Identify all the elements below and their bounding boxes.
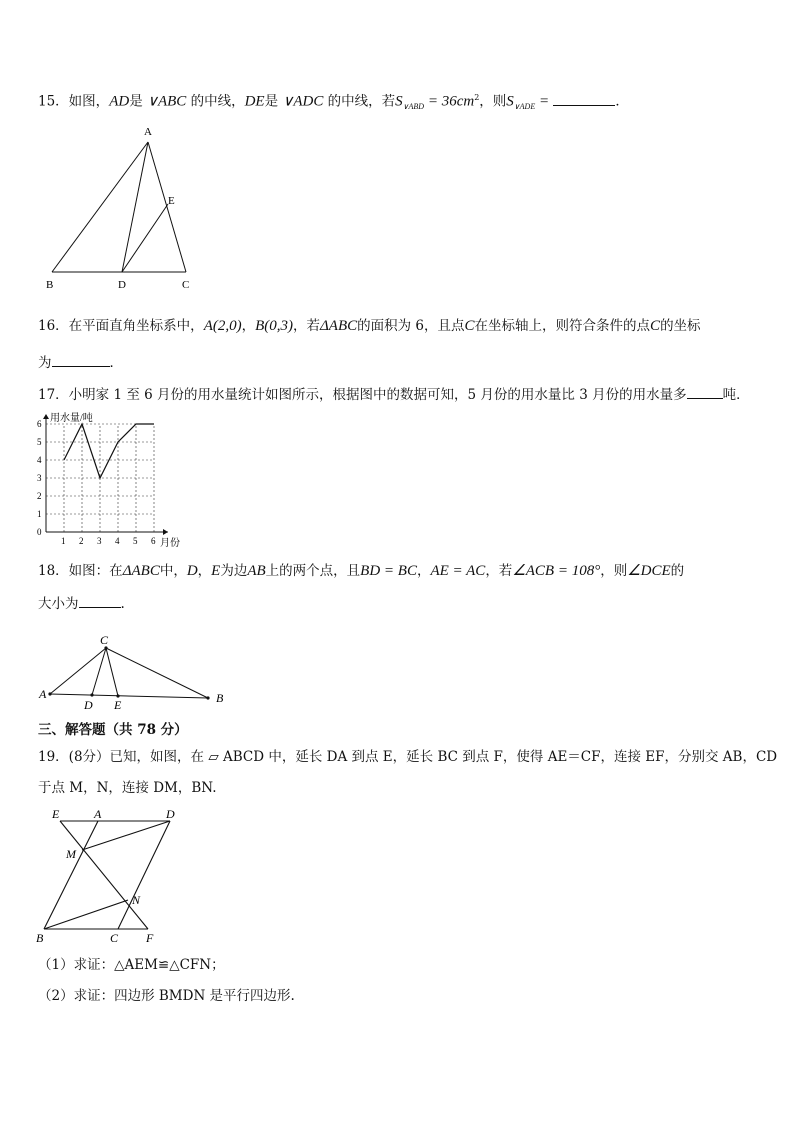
q18-text: ， bbox=[416, 563, 431, 579]
chart-y-tick-label: 0 bbox=[37, 527, 42, 537]
q17-answer-blank[interactable] bbox=[687, 384, 723, 399]
q16-text: 在坐标轴上，则符合条件的点 bbox=[474, 318, 651, 334]
q19-label-m: M bbox=[66, 847, 76, 861]
q18-segment-ce bbox=[106, 648, 118, 696]
q19-label-d: D bbox=[166, 807, 175, 821]
q19-part1: （1）求证：△AEM≌△CFN； bbox=[38, 957, 225, 973]
chart-y-tick-label: 5 bbox=[37, 437, 42, 447]
q19-label-f: F bbox=[146, 931, 154, 945]
q18-text: ，若 bbox=[485, 563, 513, 579]
q15-abc: ∨ABC bbox=[146, 93, 187, 110]
q15-end: ． bbox=[615, 93, 629, 110]
chart-x-tick-label: 2 bbox=[79, 536, 84, 546]
q16-text: ， bbox=[241, 318, 256, 334]
q15-number: 15．如图， bbox=[38, 93, 110, 110]
q19-segment-dm bbox=[82, 821, 170, 850]
q15-side-ac bbox=[148, 142, 186, 272]
q17-end: 吨． bbox=[722, 387, 750, 403]
q18-end: . bbox=[120, 596, 125, 612]
chart-ticks bbox=[37, 419, 156, 546]
section-heading: 三、解答题（共 78 分） bbox=[38, 722, 188, 738]
q18-triangle: ΔABC bbox=[122, 563, 160, 579]
q18-label-b: B bbox=[216, 691, 224, 705]
q15-triangle-figure bbox=[40, 122, 200, 294]
q15-side-ab bbox=[52, 142, 148, 272]
q16-line2 bbox=[38, 352, 123, 373]
q15-answer-blank[interactable] bbox=[553, 91, 615, 106]
q19-line2: 于点 M，N，连接 DM，BN. bbox=[38, 780, 217, 796]
q16-end: ． bbox=[109, 355, 123, 371]
q16-point-a: A(2,0) bbox=[203, 318, 242, 334]
q18-label-d: D bbox=[84, 698, 93, 712]
chart-y-tick-label: 2 bbox=[37, 491, 42, 501]
q17-text: 17．小明家 1 至 6 月份的用水量统计如图所示，根据图中的数据可知，5 月份的用水量比 3 月份的用水量多 bbox=[38, 387, 687, 403]
chart-x-axis-label: 月份 bbox=[160, 538, 180, 549]
q16-text: 的面积为 6，且点 bbox=[357, 318, 465, 334]
q16-c: C bbox=[464, 318, 475, 334]
q15-label-d: D bbox=[118, 279, 126, 291]
q15-sub2: ∨ADE bbox=[513, 102, 536, 112]
q19-line1: 19．(8分）已知，如图，在 ▱ ABCD 中，延长 DA 到点 E，延长 BC 到点 F，使得 AE＝CF，连接 EF，分别交 AB，CD bbox=[38, 749, 778, 765]
q19-part2: （2）求证：四边形 BMDN 是平行四边形. bbox=[38, 988, 295, 1004]
chart-y-tick-label: 6 bbox=[37, 419, 42, 429]
q18-line1 bbox=[38, 561, 684, 581]
q18-text: ，则 bbox=[600, 563, 628, 579]
q18-text: ， bbox=[197, 563, 212, 579]
q18-text: 大小为 bbox=[38, 596, 79, 612]
q18-line2 bbox=[38, 593, 125, 614]
q16-c2: C bbox=[650, 318, 661, 334]
q19-label-n: N bbox=[132, 893, 141, 907]
q19-side-dc bbox=[118, 821, 170, 929]
q18-angle-acb: ∠ACB = 108° bbox=[512, 563, 601, 579]
q18-ae-ac: AE = AC bbox=[430, 563, 486, 579]
q18-text: 中， bbox=[159, 563, 187, 579]
q15-sub: ∨ABD bbox=[402, 102, 425, 112]
q18-segment-cd bbox=[92, 648, 106, 695]
q18-point-a bbox=[48, 692, 51, 695]
q16-answer-blank[interactable] bbox=[52, 352, 110, 367]
q15-sup: 2 bbox=[474, 93, 480, 102]
chart-x-tick-label: 3 bbox=[97, 536, 102, 546]
q15-label-b: B bbox=[46, 279, 54, 291]
chart-series-line bbox=[64, 424, 154, 478]
chart-x-tick-label: 6 bbox=[151, 536, 156, 546]
q16-text: ，若 bbox=[293, 318, 320, 334]
chart-x-tick-label: 5 bbox=[133, 536, 138, 546]
q18-side-ac bbox=[50, 648, 106, 694]
chart-x-axis-arrow bbox=[163, 529, 168, 535]
q18-point-b bbox=[206, 696, 209, 699]
q19-segment-ef bbox=[60, 821, 148, 929]
q18-side-ab bbox=[50, 694, 208, 698]
q15-s: S bbox=[395, 93, 403, 110]
q16-line1 bbox=[38, 316, 701, 336]
q18-e: E bbox=[211, 563, 221, 579]
q19-parallelogram-figure bbox=[34, 806, 194, 948]
chart-x-tick-label: 1 bbox=[61, 536, 66, 546]
q18-text: 18．如图：在 bbox=[38, 563, 123, 579]
q19-label-e: E bbox=[52, 807, 60, 821]
q18-side-bc bbox=[106, 648, 208, 698]
q18-label-c: C bbox=[100, 633, 109, 647]
q18-answer-blank[interactable] bbox=[79, 593, 121, 608]
q19-label-c: C bbox=[110, 931, 119, 945]
q18-label-e: E bbox=[114, 698, 122, 712]
q15-de: DE bbox=[244, 93, 265, 110]
q18-bd-bc: BD = BC bbox=[360, 563, 417, 579]
q15-text: 的中线，若 bbox=[327, 93, 396, 110]
q15-text: ，则 bbox=[479, 93, 507, 110]
q15-s2: S bbox=[506, 93, 514, 110]
q15-text: 是 bbox=[129, 93, 143, 110]
q18-point-d bbox=[90, 693, 93, 696]
q15-text: 的中线， bbox=[190, 93, 245, 110]
q17-line bbox=[38, 384, 750, 405]
water-usage-chart bbox=[34, 410, 194, 550]
chart-x-tick-label: 4 bbox=[115, 536, 120, 546]
q18-label-a: A bbox=[39, 687, 47, 701]
chart-y-tick-label: 3 bbox=[37, 473, 42, 483]
chart-y-tick-label: 1 bbox=[37, 509, 42, 519]
q18-text: 上的两个点，且 bbox=[265, 563, 361, 579]
q18-angle-dce: ∠DCE bbox=[627, 563, 671, 579]
chart-axes bbox=[43, 414, 168, 535]
q15-eq: = bbox=[535, 93, 550, 110]
q19-label-b: B bbox=[36, 931, 44, 945]
q15-adc: ∨ADC bbox=[282, 93, 324, 110]
q18-triangle-figure bbox=[36, 632, 232, 712]
chart-y-axis-label: 用水量/吨 bbox=[50, 413, 93, 424]
q15-area: = 36cm bbox=[424, 93, 475, 110]
q15-ad: AD bbox=[109, 93, 130, 110]
q16-text: 为 bbox=[38, 355, 52, 371]
q15-label-e: E bbox=[168, 195, 175, 207]
chart-y-tick-label: 4 bbox=[37, 455, 42, 465]
q18-ab: AB bbox=[247, 563, 266, 579]
q15-line bbox=[38, 88, 629, 117]
q16-text: 16．在平面直角坐标系中， bbox=[38, 318, 204, 334]
q15-label-c: C bbox=[182, 279, 190, 291]
q15-text: 是 bbox=[264, 93, 279, 110]
q15-label-a: A bbox=[144, 126, 152, 138]
q18-d: D bbox=[186, 563, 198, 579]
q18-text: 为边 bbox=[220, 563, 248, 579]
q16-point-b: B(0,3) bbox=[255, 318, 293, 334]
q19-label-a: A bbox=[94, 807, 102, 821]
q16-triangle: ΔABC bbox=[320, 318, 358, 334]
q16-text: 的坐标 bbox=[660, 318, 701, 334]
q18-text: 的 bbox=[670, 563, 685, 579]
chart-y-axis-arrow bbox=[43, 414, 49, 419]
